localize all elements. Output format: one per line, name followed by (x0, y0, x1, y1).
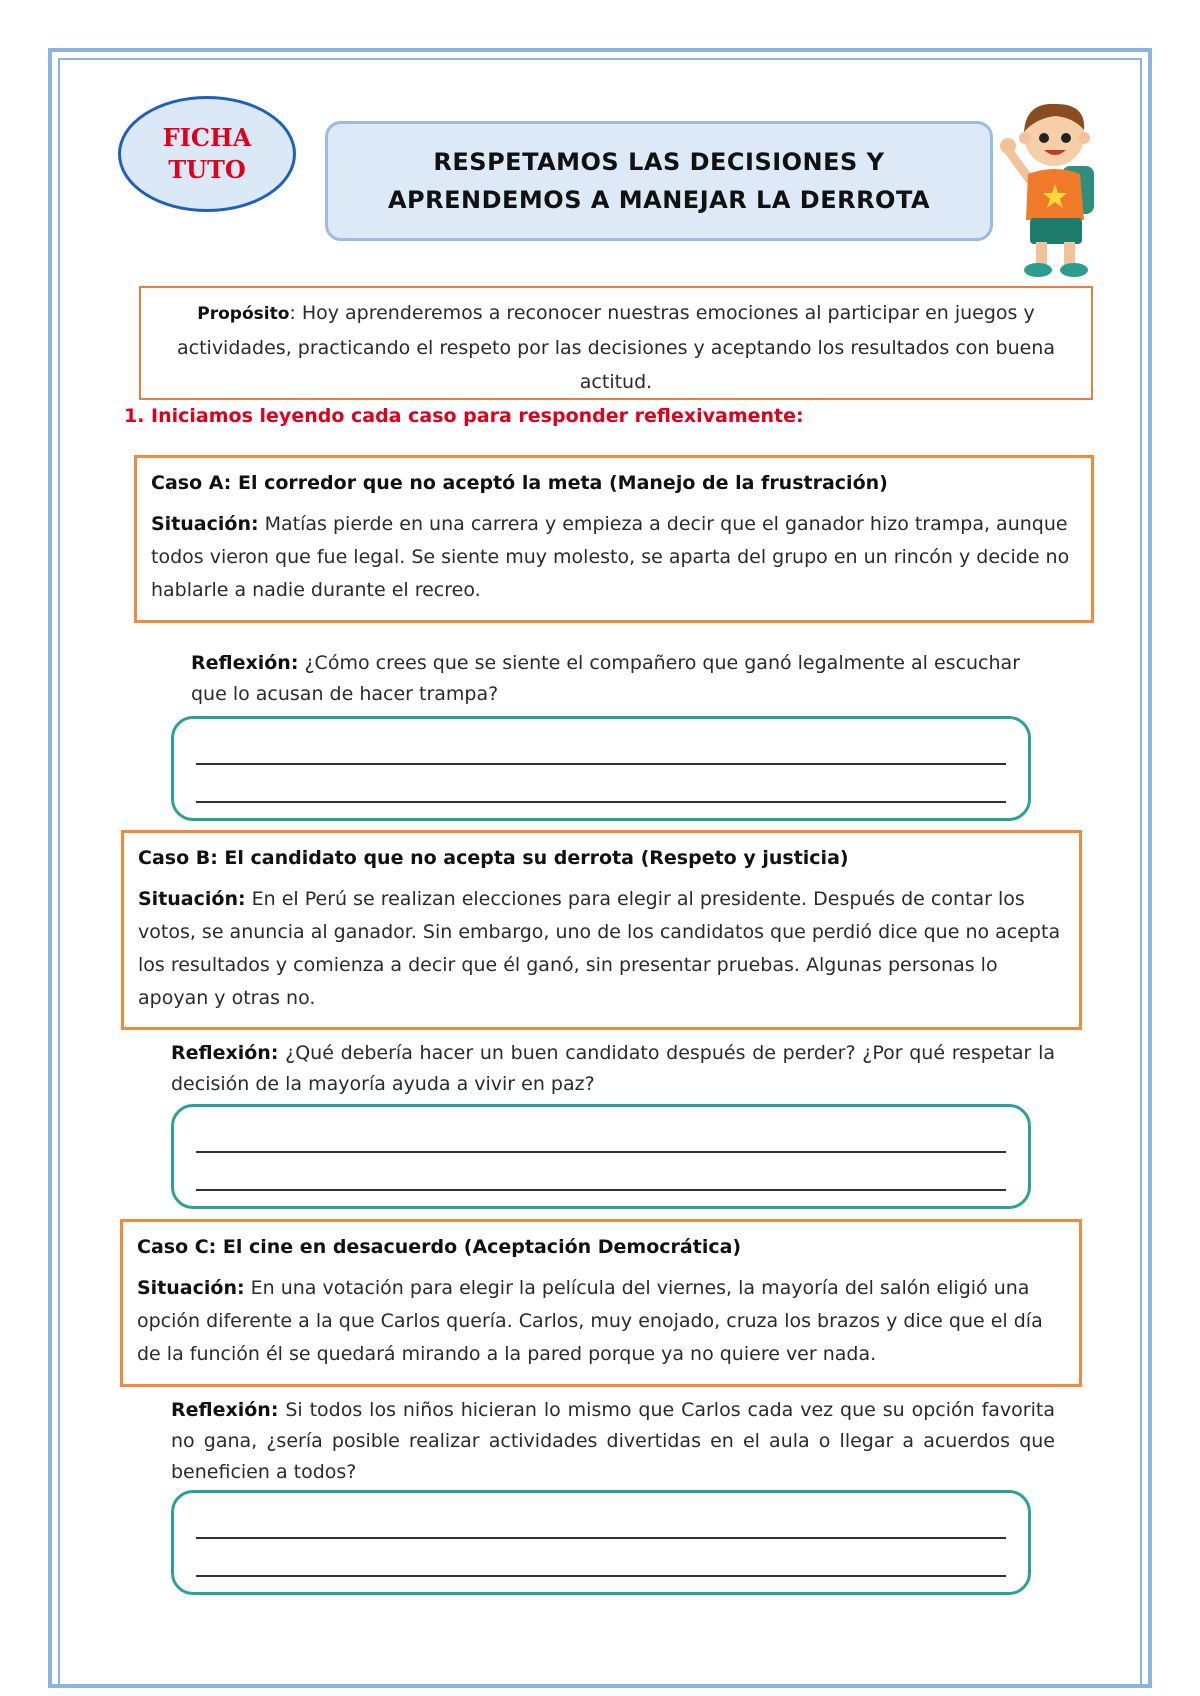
section-1-heading: 1. Iniciamos leyendo cada caso para responder reflexivamente: (124, 405, 804, 427)
case-a-situation-label: Situación: (151, 513, 259, 535)
case-a-situation-text: Matías pierde en una carrera y empieza a decir que el ganador hizo trampa, aunque todos vieron que fue legal. Se siente muy molesto, se aparta del grupo en un rincón y decide no hablarle a nadie durante el recreo. (151, 513, 1070, 601)
answer-line (196, 1537, 1006, 1539)
answer-line (196, 763, 1006, 765)
title-line-2: APRENDEMOS A MANEJAR LA DERROTA (387, 186, 931, 214)
case-a-situation (151, 508, 1077, 607)
badge-line-1: FICHA (162, 123, 252, 152)
case-c-title: Caso C: El cine en desacuerdo (Aceptación Democrática) (137, 1236, 742, 1258)
worksheet-title (325, 121, 993, 241)
case-b-answer-box[interactable] (171, 1104, 1031, 1209)
case-a-title: Caso A: El corredor que no aceptó la meta (Manejo de la frustración) (151, 472, 888, 494)
answer-line (196, 801, 1006, 803)
case-c-reflection-label: Reflexión: (171, 1399, 279, 1421)
case-a-answer-box[interactable] (171, 716, 1031, 821)
case-c-box (120, 1219, 1082, 1387)
ficha-tuto-badge (118, 96, 296, 212)
case-c-situation (137, 1272, 1065, 1371)
case-a-reflection-text: ¿Cómo crees que se siente el compañero que ganó legalmente al escuchar que lo acusan de hacer trampa? (191, 652, 1021, 705)
case-b-title: Caso B: El candidato que no acepta su derrota (Respeto y justicia) (138, 847, 849, 869)
answer-line (196, 1151, 1006, 1153)
case-c-situation-label: Situación: (137, 1277, 245, 1299)
purpose-label: Propósito (197, 304, 290, 324)
boy-waving-icon (1000, 88, 1110, 283)
case-c-situation-text: En una votación para elegir la película del viernes, la mayoría del salón eligió una opción diferente a la que Carlos quería. Carlos, muy enojado, cruza los brazos y dice que el día de la función él se quedará mirando a la pared porque ya no quiere ver nada. (137, 1277, 1043, 1365)
title-line-1: RESPETAMOS LAS DECISIONES Y (433, 148, 885, 176)
case-b-reflection (171, 1038, 1055, 1100)
case-b-box (121, 830, 1082, 1030)
case-c-reflection-text: Si todos los niños hicieran lo mismo que Carlos cada vez que su opción favorita no gana, ¿sería posible realizar actividades divertidas en el aula o llegar a acuerdos que beneficien a todos? (171, 1399, 1055, 1483)
purpose-box (139, 286, 1093, 400)
answer-line (196, 1189, 1006, 1191)
case-c-reflection (171, 1395, 1055, 1488)
case-a-reflection (191, 648, 1051, 710)
case-b-situation (138, 883, 1065, 1015)
case-a-reflection-label: Reflexión: (191, 652, 299, 674)
case-b-reflection-label: Reflexión: (171, 1042, 279, 1064)
badge-line-2: TUTO (168, 155, 246, 184)
case-c-answer-box[interactable] (171, 1490, 1031, 1595)
purpose-text: : Hoy aprenderemos a reconocer nuestras emociones al participar en juegos y actividades, practicando el respeto por las decisiones y aceptando los resultados con buena actitud. (177, 302, 1055, 393)
case-b-reflection-text: ¿Qué debería hacer un buen candidato después de perder? ¿Por qué respetar la decisión de la mayoría ayuda a vivir en paz? (171, 1042, 1055, 1095)
case-a-box (134, 455, 1094, 623)
case-b-situation-label: Situación: (138, 888, 246, 910)
case-b-situation-text: En el Perú se realizan elecciones para elegir al presidente. Después de contar los votos, se anuncia al ganador. Sin embargo, uno de los candidatos que perdió dice que no acepta los resultados y comienza a decir que él ganó, sin presentar pruebas. Algunas personas lo apoyan y otras no. (138, 888, 1061, 1009)
answer-line (196, 1575, 1006, 1577)
